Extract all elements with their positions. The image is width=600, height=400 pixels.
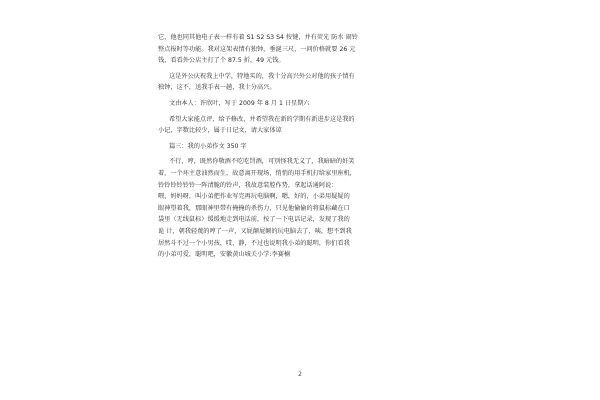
text-line: 铃铃铃铃铃铃一阵清脆的铃声，我故意装腔作势，拿起话通阿说：: [158, 181, 338, 189]
text-line: 小记，字数比较少，属于日记文，请大家体谅: [158, 127, 282, 135]
text-line: 这是外公庆祝我上中学，特地买的，我十分高兴外公对他的孩子情有: [169, 72, 355, 80]
paragraph-3: [158, 114, 442, 137]
text-line: 居然斗不过一个小男孩，哎，静，不过也说明我小弟的聪明，你们看我: [158, 239, 350, 247]
text-line: 不行，哼，既然你敬酒不吃吃罚酒，可别怪我无义了，我暗暗的奸笑: [169, 158, 355, 166]
text-line: 独钟，这不，送我手表一趟，我十分高兴。: [158, 84, 276, 92]
author-line: 文由本人：许欣叶，写于 2009 年 8 月 1 日星期六: [169, 99, 310, 107]
text-line: 希望大家能点评，给予修改，并希望我在新的学期有新进步这是我的: [169, 115, 355, 123]
paragraph-4: [158, 156, 442, 260]
text-line: 眼神望着我，那眼神里带有掩掩的杀伤力，只见他偷偷的将鼠标藏在口: [158, 204, 350, 212]
text-line: 它，他也同其他电子表一样有着 S1 S2 S3 S4 按键，并有荧光 防水 闹铃: [158, 34, 358, 41]
text-line: 整点报时等功能。我对这架表情有独钟，垂涎三尺，一问价格就要 26 元: [158, 45, 356, 53]
text-line: 诡 计，朝我轻蔑的哼了一声，又屁颠屁颠的玩电脑去了，咦，想不到我: [158, 227, 352, 235]
text-line: 的小弟可爱，聪明吧，安徽黄山城关小学:李赛楠: [158, 251, 291, 259]
text-line: 钱，看看外公店主打了个 87.5 折，49 元钱。: [158, 57, 285, 65]
section-title: 篇三：我的小弟作文 350 字: [169, 142, 247, 150]
text-line: 喂，妈妈呀，叫小弟把作业写完再玩电脑啊，嗯，好的，小弟用疑疑的: [158, 193, 350, 201]
paragraph-1: [158, 32, 442, 67]
text-line: 着，一个坏主意油然而生，故意离开现场，悄悄的用手机打给家里座机，: [158, 169, 356, 177]
paragraph-2: [158, 71, 442, 94]
page-number: 2: [298, 371, 302, 378]
document-page: [158, 32, 442, 261]
text-line: 袋里（无线鼠标）缓缓地走到电话前，按了一下电话记录，发现了我的: [158, 216, 350, 224]
